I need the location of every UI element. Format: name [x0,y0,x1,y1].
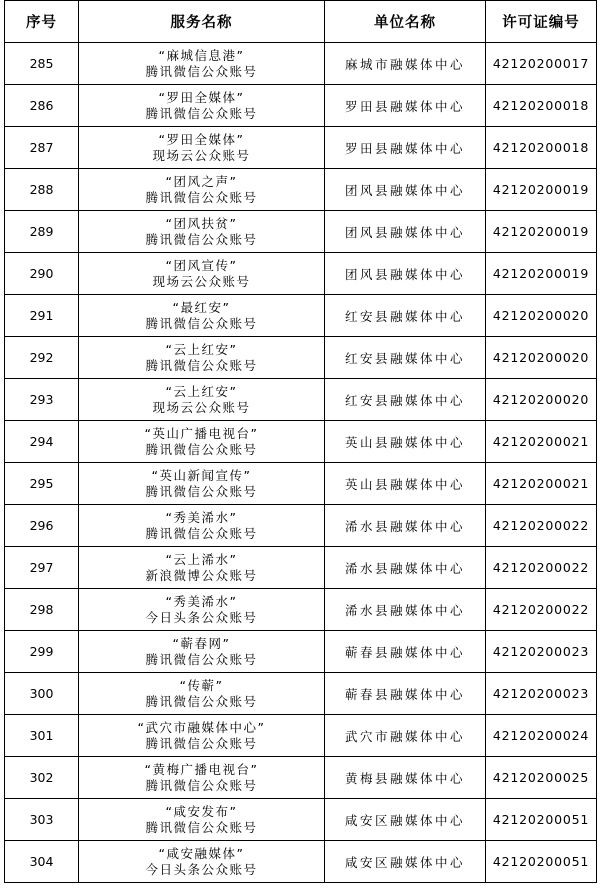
cell-seq: 288 [5,169,79,211]
header-seq: 序号 [5,1,79,43]
cell-license: 42120200020 [486,379,597,421]
cell-license: 42120200051 [486,799,597,841]
cell-seq: 291 [5,295,79,337]
service-name: “团风之声” [165,173,238,189]
cell-license: 42120200021 [486,421,597,463]
cell-service [79,211,325,253]
cell-seq: 301 [5,715,79,757]
cell-service [79,589,325,631]
service-name: “云上红安” [165,383,238,399]
table-row [5,631,597,673]
cell-license: 42120200019 [486,211,597,253]
cell-unit: 蕲春县融媒体中心 [325,673,486,715]
cell-seq: 303 [5,799,79,841]
cell-service [79,841,325,883]
table-row [5,295,597,337]
service-type: 今日头条公众账号 [145,861,258,877]
cell-unit: 罗田县融媒体中心 [325,85,486,127]
cell-unit: 浠水县融媒体中心 [325,547,486,589]
cell-license: 42120200022 [486,505,597,547]
cell-seq: 294 [5,421,79,463]
cell-unit: 麻城市融媒体中心 [325,43,486,85]
cell-service [79,43,325,85]
table-row [5,379,597,421]
cell-seq: 290 [5,253,79,295]
cell-unit: 英山县融媒体中心 [325,463,486,505]
cell-service [79,673,325,715]
service-type: 腾讯微信公众账号 [145,231,258,247]
cell-unit: 咸安区融媒体中心 [325,841,486,883]
cell-unit: 红安县融媒体中心 [325,337,486,379]
cell-license: 42120200019 [486,169,597,211]
service-name: “传蕲” [179,677,224,693]
table-row [5,211,597,253]
cell-license: 42120200020 [486,337,597,379]
cell-unit: 蕲春县融媒体中心 [325,631,486,673]
service-type: 腾讯微信公众账号 [145,105,258,121]
service-name: “咸安发布” [165,803,238,819]
service-name: “云上红安” [165,341,238,357]
table-row [5,85,597,127]
cell-service [79,631,325,673]
service-name: “团风扶贫” [165,215,238,231]
service-name: “蕲春网” [172,635,231,651]
service-type: 现场云公众账号 [152,147,251,163]
cell-license: 42120200022 [486,589,597,631]
service-name: “最红安” [172,299,231,315]
service-type: 新浪微博公众账号 [145,567,258,583]
service-type: 腾讯微信公众账号 [145,693,258,709]
service-name: “武穴市融媒体中心” [137,719,266,735]
header-row [5,1,597,43]
cell-service [79,505,325,547]
service-type: 腾讯微信公众账号 [145,525,258,541]
service-type: 腾讯微信公众账号 [145,819,258,835]
service-type: 现场云公众账号 [152,399,251,415]
service-type: 腾讯微信公众账号 [145,735,258,751]
cell-service [79,547,325,589]
table-row [5,547,597,589]
cell-license: 42120200051 [486,841,597,883]
table-row [5,169,597,211]
table-row [5,337,597,379]
cell-service [79,127,325,169]
cell-service [79,379,325,421]
cell-seq: 285 [5,43,79,85]
cell-service [79,463,325,505]
cell-license: 42120200019 [486,253,597,295]
cell-seq: 297 [5,547,79,589]
service-name: “罗田全媒体” [158,131,245,147]
cell-unit: 浠水县融媒体中心 [325,505,486,547]
service-name: “秀美浠水” [165,509,238,525]
cell-license: 42120200023 [486,631,597,673]
service-name: “罗田全媒体” [158,89,245,105]
cell-seq: 298 [5,589,79,631]
cell-seq: 293 [5,379,79,421]
table-row [5,421,597,463]
cell-unit: 咸安区融媒体中心 [325,799,486,841]
cell-service [79,169,325,211]
service-name: “秀美浠水” [165,593,238,609]
cell-license: 42120200025 [486,757,597,799]
header-unit: 单位名称 [325,1,486,43]
cell-unit: 黄梅县融媒体中心 [325,757,486,799]
service-name: “黄梅广播电视台” [144,761,259,777]
table-row [5,757,597,799]
table-row [5,43,597,85]
table-row [5,841,597,883]
cell-unit: 团风县融媒体中心 [325,253,486,295]
cell-license: 42120200018 [486,127,597,169]
cell-seq: 304 [5,841,79,883]
cell-service [79,799,325,841]
cell-service [79,715,325,757]
service-type: 腾讯微信公众账号 [145,441,258,457]
cell-unit: 团风县融媒体中心 [325,169,486,211]
cell-seq: 287 [5,127,79,169]
table-row [5,799,597,841]
table-row [5,715,597,757]
cell-unit: 英山县融媒体中心 [325,421,486,463]
service-type: 腾讯微信公众账号 [145,651,258,667]
service-type: 现场云公众账号 [152,273,251,289]
service-type: 腾讯微信公众账号 [145,777,258,793]
cell-seq: 302 [5,757,79,799]
cell-license: 42120200017 [486,43,597,85]
service-type: 腾讯微信公众账号 [145,357,258,373]
cell-license: 42120200024 [486,715,597,757]
cell-unit: 罗田县融媒体中心 [325,127,486,169]
service-type: 腾讯微信公众账号 [145,315,258,331]
cell-unit: 武穴市融媒体中心 [325,715,486,757]
service-name: “麻城信息港” [158,47,245,63]
cell-unit: 红安县融媒体中心 [325,379,486,421]
cell-seq: 289 [5,211,79,253]
service-name: “团风宣传” [165,257,238,273]
cell-seq: 286 [5,85,79,127]
service-type: 腾讯微信公众账号 [145,483,258,499]
table-row [5,253,597,295]
cell-license: 42120200023 [486,673,597,715]
header-service: 服务名称 [79,1,325,43]
cell-seq: 299 [5,631,79,673]
table-row [5,463,597,505]
service-type: 腾讯微信公众账号 [145,189,258,205]
table-row [5,673,597,715]
table-row [5,127,597,169]
cell-seq: 300 [5,673,79,715]
cell-service [79,85,325,127]
service-type: 今日头条公众账号 [145,609,258,625]
service-name: “英山广播电视台” [144,425,259,441]
cell-seq: 296 [5,505,79,547]
cell-service [79,253,325,295]
service-name: “云上浠水” [165,551,238,567]
service-name: “英山新闻宣传” [151,467,252,483]
cell-license: 42120200022 [486,547,597,589]
table-row [5,505,597,547]
cell-service [79,757,325,799]
cell-seq: 295 [5,463,79,505]
cell-unit: 红安县融媒体中心 [325,295,486,337]
header-license: 许可证编号 [486,1,597,43]
cell-unit: 团风县融媒体中心 [325,211,486,253]
cell-license: 42120200020 [486,295,597,337]
service-name: “咸安融媒体” [158,845,245,861]
cell-license: 42120200021 [486,463,597,505]
service-type: 腾讯微信公众账号 [145,63,258,79]
cell-unit: 浠水县融媒体中心 [325,589,486,631]
cell-license: 42120200018 [486,85,597,127]
cell-service [79,337,325,379]
cell-service [79,421,325,463]
cell-service [79,295,325,337]
cell-seq: 292 [5,337,79,379]
license-table [4,0,597,883]
table-row [5,589,597,631]
